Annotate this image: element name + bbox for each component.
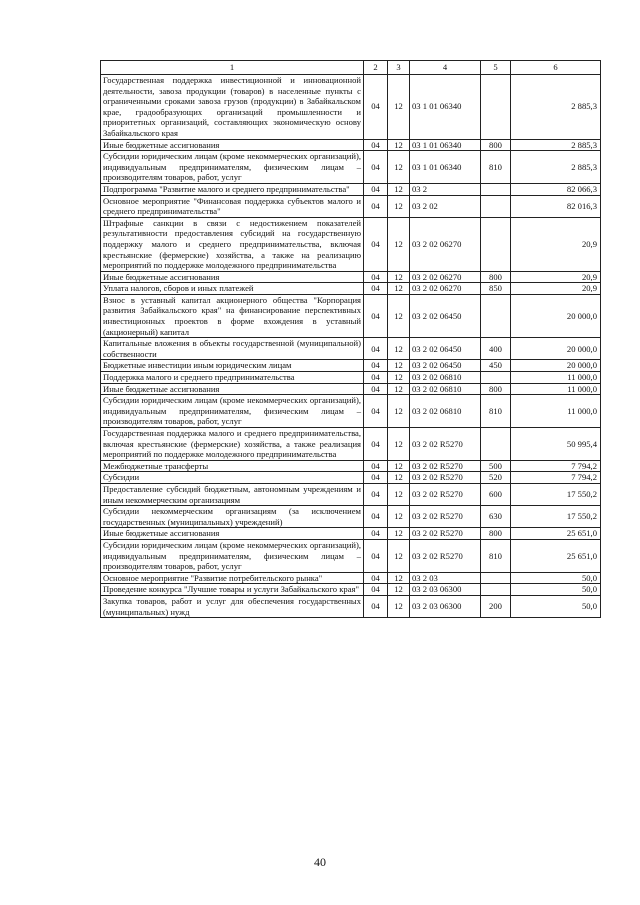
row-name-cell: Проведение конкурса "Лучшие товары и услуги Забайкальского края" xyxy=(101,584,364,596)
row-subsection-cell: 12 xyxy=(388,271,410,283)
row-section-cell: 04 xyxy=(364,360,388,372)
row-name-cell: Штрафные санкции в связи с недостижением показателей результативности предоставления субсидий на государственную поддержку малого и среднего предпринимательства, включая крестьянские (фермерские) хозяйства, а также на реализацию мероприятий по поддержке молодежного предпринимательства xyxy=(101,217,364,271)
row-target-code-cell: 03 2 03 06300 xyxy=(410,584,481,596)
table-row xyxy=(101,506,601,528)
row-target-code-cell: 03 2 02 R5270 xyxy=(410,472,481,484)
row-section-cell: 04 xyxy=(364,472,388,484)
row-target-code-cell: 03 2 02 R5270 xyxy=(410,539,481,572)
row-expense-type-cell: 810 xyxy=(481,395,511,428)
page-number: 40 xyxy=(314,855,326,869)
row-section-cell: 04 xyxy=(364,483,388,505)
row-target-code-cell: 03 2 02 R5270 xyxy=(410,460,481,472)
row-target-code-cell: 03 2 02 R5270 xyxy=(410,528,481,540)
row-subsection-cell: 12 xyxy=(388,217,410,271)
row-target-code-cell: 03 2 02 06450 xyxy=(410,360,481,372)
row-target-code-cell: 03 2 xyxy=(410,183,481,195)
row-amount-cell: 20 000,0 xyxy=(511,338,601,360)
row-expense-type-cell: 400 xyxy=(481,338,511,360)
row-amount-cell: 7 794,2 xyxy=(511,472,601,484)
table-row xyxy=(101,294,601,337)
row-subsection-cell: 12 xyxy=(388,472,410,484)
row-amount-cell: 50,0 xyxy=(511,572,601,584)
row-section-cell: 04 xyxy=(364,506,388,528)
row-expense-type-cell xyxy=(481,584,511,596)
row-amount-cell: 50 995,4 xyxy=(511,428,601,461)
row-amount-cell: 17 550,2 xyxy=(511,506,601,528)
row-target-code-cell: 03 2 02 06450 xyxy=(410,294,481,337)
row-name-cell: Межбюджетные трансферты xyxy=(101,460,364,472)
row-subsection-cell: 12 xyxy=(388,528,410,540)
row-expense-type-cell xyxy=(481,428,511,461)
row-amount-cell: 25 651,0 xyxy=(511,539,601,572)
row-amount-cell: 11 000,0 xyxy=(511,383,601,395)
row-section-cell: 04 xyxy=(364,460,388,472)
row-amount-cell: 20,9 xyxy=(511,271,601,283)
row-subsection-cell: 12 xyxy=(388,195,410,217)
row-name-cell: Иные бюджетные ассигнования xyxy=(101,383,364,395)
row-amount-cell: 25 651,0 xyxy=(511,528,601,540)
header-col-5: 5 xyxy=(481,61,511,75)
row-name-cell: Государственная поддержка инвестиционной и инновационной деятельности, завоза продукции (товаров) в населенные пункты с ограниченными сроками завоза грузов (продукции) в Забайкальском крае, градообразующих организаций промышленности и приоритетных организаций, составляющих экономическую основу Забайкальского края xyxy=(101,75,364,140)
row-expense-type-cell: 800 xyxy=(481,383,511,395)
table-header-row xyxy=(101,61,601,75)
table-row xyxy=(101,217,601,271)
table-row xyxy=(101,139,601,151)
row-section-cell: 04 xyxy=(364,75,388,140)
row-name-cell: Государственная поддержка малого и среднего предпринимательства, включая крестьянские (фермерские) хозяйства, а также реализация мероприятий по поддержке молодежного предпринимательства xyxy=(101,428,364,461)
row-target-code-cell: 03 1 01 06340 xyxy=(410,139,481,151)
row-section-cell: 04 xyxy=(364,183,388,195)
row-target-code-cell: 03 1 01 06340 xyxy=(410,151,481,184)
row-expense-type-cell xyxy=(481,195,511,217)
row-target-code-cell: 03 2 03 xyxy=(410,572,481,584)
row-name-cell: Иные бюджетные ассигнования xyxy=(101,271,364,283)
row-amount-cell: 82 016,3 xyxy=(511,195,601,217)
row-section-cell: 04 xyxy=(364,294,388,337)
row-subsection-cell: 12 xyxy=(388,294,410,337)
row-section-cell: 04 xyxy=(364,584,388,596)
row-name-cell: Поддержка малого и среднего предпринимательства xyxy=(101,372,364,384)
header-col-1: 1 xyxy=(101,61,364,75)
row-name-cell: Субсидии некоммерческим организациям (за исключением государственных (муниципальных) учреждений) xyxy=(101,506,364,528)
row-expense-type-cell: 800 xyxy=(481,271,511,283)
row-subsection-cell: 12 xyxy=(388,595,410,617)
table-row xyxy=(101,195,601,217)
row-section-cell: 04 xyxy=(364,595,388,617)
row-subsection-cell: 12 xyxy=(388,151,410,184)
header-col-2: 2 xyxy=(364,61,388,75)
table-row xyxy=(101,595,601,617)
row-section-cell: 04 xyxy=(364,338,388,360)
row-target-code-cell: 03 2 02 xyxy=(410,195,481,217)
row-section-cell: 04 xyxy=(364,528,388,540)
row-expense-type-cell: 520 xyxy=(481,472,511,484)
row-subsection-cell: 12 xyxy=(388,139,410,151)
row-expense-type-cell xyxy=(481,183,511,195)
row-expense-type-cell: 800 xyxy=(481,528,511,540)
row-expense-type-cell: 850 xyxy=(481,283,511,295)
budget-table-container xyxy=(100,60,600,618)
row-name-cell: Субсидии юридическим лицам (кроме некоммерческих организаций), индивидуальным предпринимателям, физическим лицам – производителям товаров, работ, услуг xyxy=(101,151,364,184)
row-section-cell: 04 xyxy=(364,195,388,217)
row-expense-type-cell: 500 xyxy=(481,460,511,472)
row-amount-cell: 17 550,2 xyxy=(511,483,601,505)
row-amount-cell: 2 885,3 xyxy=(511,151,601,184)
budget-table xyxy=(100,60,601,618)
row-section-cell: 04 xyxy=(364,383,388,395)
row-expense-type-cell: 450 xyxy=(481,360,511,372)
row-name-cell: Основное мероприятие "Развитие потребительского рынка" xyxy=(101,572,364,584)
row-expense-type-cell: 810 xyxy=(481,151,511,184)
row-subsection-cell: 12 xyxy=(388,572,410,584)
row-expense-type-cell xyxy=(481,372,511,384)
row-name-cell: Закупка товаров, работ и услуг для обеспечения государственных (муниципальных) нужд xyxy=(101,595,364,617)
row-target-code-cell: 03 1 01 06340 xyxy=(410,75,481,140)
table-row xyxy=(101,338,601,360)
row-subsection-cell: 12 xyxy=(388,483,410,505)
row-name-cell: Субсидии юридическим лицам (кроме некоммерческих организаций), индивидуальным предпринимателям, физическим лицам – производителям товаров, работ, услуг xyxy=(101,395,364,428)
row-amount-cell: 2 885,3 xyxy=(511,75,601,140)
row-subsection-cell: 12 xyxy=(388,428,410,461)
row-amount-cell: 82 066,3 xyxy=(511,183,601,195)
row-amount-cell: 20,9 xyxy=(511,217,601,271)
row-name-cell: Уплата налогов, сборов и иных платежей xyxy=(101,283,364,295)
table-row xyxy=(101,472,601,484)
row-subsection-cell: 12 xyxy=(388,395,410,428)
row-target-code-cell: 03 2 02 06810 xyxy=(410,383,481,395)
row-section-cell: 04 xyxy=(364,372,388,384)
row-target-code-cell: 03 2 02 R5270 xyxy=(410,506,481,528)
table-row xyxy=(101,572,601,584)
row-name-cell: Взнос в уставный капитал акционерного общества "Корпорация развития Забайкальского края" на финансирование перспективных инвестиционных проектов в форме вхождения в уставный (акционерный) капитал xyxy=(101,294,364,337)
row-name-cell: Основное мероприятие "Финансовая поддержка субъектов малого и среднего предпринимательства" xyxy=(101,195,364,217)
row-section-cell: 04 xyxy=(364,217,388,271)
row-section-cell: 04 xyxy=(364,395,388,428)
row-section-cell: 04 xyxy=(364,271,388,283)
row-expense-type-cell: 200 xyxy=(481,595,511,617)
row-subsection-cell: 12 xyxy=(388,539,410,572)
table-row xyxy=(101,372,601,384)
row-expense-type-cell: 810 xyxy=(481,539,511,572)
row-section-cell: 04 xyxy=(364,283,388,295)
row-subsection-cell: 12 xyxy=(388,183,410,195)
header-col-6: 6 xyxy=(511,61,601,75)
row-expense-type-cell xyxy=(481,294,511,337)
row-section-cell: 04 xyxy=(364,428,388,461)
row-expense-type-cell: 800 xyxy=(481,139,511,151)
row-amount-cell: 7 794,2 xyxy=(511,460,601,472)
table-row xyxy=(101,183,601,195)
header-col-4: 4 xyxy=(410,61,481,75)
row-target-code-cell: 03 2 02 R5270 xyxy=(410,483,481,505)
table-row xyxy=(101,383,601,395)
row-target-code-cell: 03 2 02 06810 xyxy=(410,372,481,384)
row-amount-cell: 2 885,3 xyxy=(511,139,601,151)
table-row xyxy=(101,528,601,540)
header-col-3: 3 xyxy=(388,61,410,75)
table-row xyxy=(101,460,601,472)
row-amount-cell: 50,0 xyxy=(511,584,601,596)
row-section-cell: 04 xyxy=(364,139,388,151)
table-row xyxy=(101,428,601,461)
table-row xyxy=(101,584,601,596)
table-row xyxy=(101,483,601,505)
row-name-cell: Бюджетные инвестиции иным юридическим лицам xyxy=(101,360,364,372)
row-subsection-cell: 12 xyxy=(388,460,410,472)
row-amount-cell: 20 000,0 xyxy=(511,360,601,372)
row-target-code-cell: 03 2 02 06270 xyxy=(410,283,481,295)
row-target-code-cell: 03 2 02 06270 xyxy=(410,271,481,283)
row-subsection-cell: 12 xyxy=(388,584,410,596)
row-name-cell: Предоставление субсидий бюджетным, автономным учреждениям и иным некоммерческим организациям xyxy=(101,483,364,505)
row-target-code-cell: 03 2 02 06270 xyxy=(410,217,481,271)
row-amount-cell: 11 000,0 xyxy=(511,395,601,428)
row-section-cell: 04 xyxy=(364,151,388,184)
row-subsection-cell: 12 xyxy=(388,75,410,140)
table-row xyxy=(101,283,601,295)
row-name-cell: Иные бюджетные ассигнования xyxy=(101,528,364,540)
row-expense-type-cell xyxy=(481,217,511,271)
row-amount-cell: 11 000,0 xyxy=(511,372,601,384)
row-target-code-cell: 03 2 02 R5270 xyxy=(410,428,481,461)
row-subsection-cell: 12 xyxy=(388,506,410,528)
row-expense-type-cell xyxy=(481,75,511,140)
row-amount-cell: 50,0 xyxy=(511,595,601,617)
row-subsection-cell: 12 xyxy=(388,360,410,372)
row-name-cell: Подпрограмма "Развитие малого и среднего предпринимательства" xyxy=(101,183,364,195)
row-name-cell: Иные бюджетные ассигнования xyxy=(101,139,364,151)
row-expense-type-cell xyxy=(481,572,511,584)
row-target-code-cell: 03 2 02 06810 xyxy=(410,395,481,428)
row-expense-type-cell: 630 xyxy=(481,506,511,528)
row-name-cell: Субсидии xyxy=(101,472,364,484)
row-subsection-cell: 12 xyxy=(388,372,410,384)
row-expense-type-cell: 600 xyxy=(481,483,511,505)
table-row xyxy=(101,395,601,428)
row-amount-cell: 20 000,0 xyxy=(511,294,601,337)
row-section-cell: 04 xyxy=(364,539,388,572)
row-name-cell: Субсидии юридическим лицам (кроме некоммерческих организаций), индивидуальным предпринимателям, физическим лицам – производителям товаров, работ, услуг xyxy=(101,539,364,572)
row-section-cell: 04 xyxy=(364,572,388,584)
row-subsection-cell: 12 xyxy=(388,383,410,395)
row-amount-cell: 20,9 xyxy=(511,283,601,295)
row-subsection-cell: 12 xyxy=(388,338,410,360)
table-row xyxy=(101,539,601,572)
table-row xyxy=(101,360,601,372)
table-row xyxy=(101,151,601,184)
table-row xyxy=(101,271,601,283)
row-target-code-cell: 03 2 03 06300 xyxy=(410,595,481,617)
row-name-cell: Капитальные вложения в объекты государственной (муниципальной) собственности xyxy=(101,338,364,360)
row-subsection-cell: 12 xyxy=(388,283,410,295)
row-target-code-cell: 03 2 02 06450 xyxy=(410,338,481,360)
table-row xyxy=(101,75,601,140)
